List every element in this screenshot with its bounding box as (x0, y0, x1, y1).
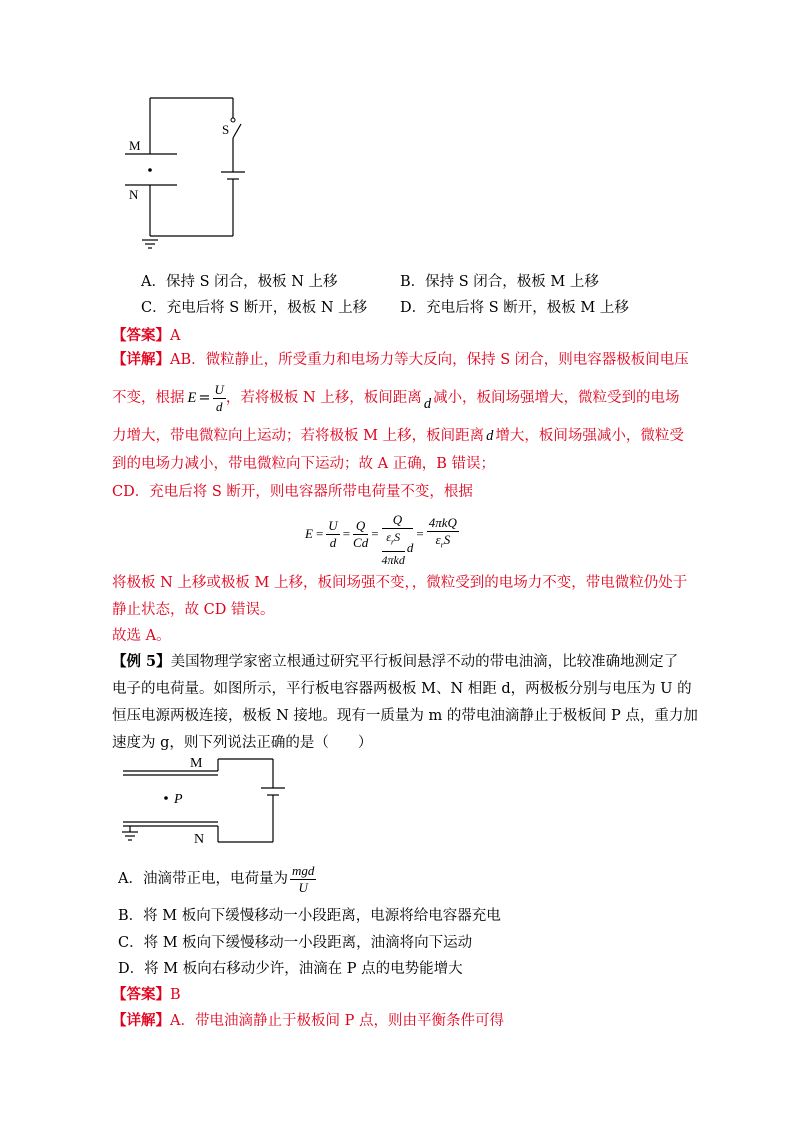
q5-option-b: B．将 M 板向下缓慢移动一小段距离，电源将给电容器充电 (118, 908, 501, 924)
circuit-diagram-2 (118, 754, 288, 850)
answer-tag: 【答案】 (112, 986, 170, 1003)
plate-n-label: N (194, 832, 205, 847)
plate-m-label: M (129, 138, 141, 153)
q4-option-b: B．保持 S 闭合，极板 M 上移 (400, 274, 599, 290)
q4-explain-line5: CD．充电后将 S 断开，则电容器所带电荷量不变，根据 (112, 484, 473, 500)
q4-option-d: D．充电后将 S 断开，极板 M 上移 (400, 300, 629, 316)
formula-e-field: E = $\frac{U}{d}$ = $\frac{Q}{Cd}$ = Q $\frac{\varepsilon_rS}{\text{4πkd}}$ d = $\frac{\text{4πkQ}}{\varepsilon_rS}$ (305, 512, 457, 567)
q5-tag: 【例 5】 (112, 653, 171, 670)
q5-line2: 电子的电荷量。如图所示，平行板电容器两极板 M、N 相距 d，两极板分别与电压为 U 的 (112, 681, 692, 697)
answer-tag: 【答案】 (112, 327, 170, 344)
plate-n-label: N (129, 187, 139, 202)
q5-option-d: D．将 M 板向右移动少许，油滴在 P 点的电势能增大 (118, 961, 463, 977)
q4-explain-line4: 到的电场力减小，带电微粒向下运动；故 A 正确，B 错误； (112, 456, 495, 472)
fraction-mgd-over-u: $\frac{\text{mgd}}{U}$ (291, 862, 315, 895)
q5-answer (112, 985, 181, 1005)
q4-explain-line8: 故选 A。 (112, 628, 171, 644)
q4-explain-line6: 将极板 N 上移或极板 M 上移，板间场强不变，，微粒受到的电场力不变，带电微粒仍处于 (112, 575, 688, 591)
q5-line1: 【例 5】美国物理学家密立根通过研究平行板间悬浮不动的带电油滴，比较准确地测定了 (112, 653, 679, 670)
explain-tag: 【详解】 (112, 1012, 170, 1029)
q4-explain-line3: 力增大，带电微粒向上运动；若将极板 M 上移，板间距离 d 增大，板间场强减小，微粒受 (112, 428, 684, 444)
answer-value: A (170, 328, 181, 344)
q5-line4: 速度为 g，则下列说法正确的是（ ） (112, 735, 373, 751)
q4-explain-line7: 静止状态，故 CD 错误。 (112, 602, 275, 618)
q4-option-c: C．充电后将 S 断开，极板 N 上移 (141, 300, 368, 316)
q4-explain-line2: 不变，根据 E = $\frac{U}{d}$ ，若将极板 N 上移，板间距离 d 减小，板间场强增大，微粒受到的电场 (112, 381, 680, 414)
switch-label: S (222, 122, 230, 137)
q4-answer (112, 326, 180, 346)
q4-option-a: A．保持 S 闭合，极板 N 上移 (141, 274, 338, 290)
q5-explain-line1: 【详解】A．带电油滴静止于极板间 P 点，则由平衡条件可得 (112, 1012, 504, 1029)
point-p-label: P (174, 792, 183, 807)
explain-tag: 【详解】 (112, 351, 170, 368)
answer-value: B (170, 987, 181, 1003)
circuit-diagram-1 (115, 90, 255, 255)
q5-line3: 恒压电源两极连接，极板 N 接地。现有一质量为 m 的带电油滴静止于极板间 P 点，重力加 (112, 708, 698, 724)
fraction-u-over-d: $\frac{U}{d}$ (214, 381, 224, 414)
q5-option-a: A．油滴带正电，电荷量为 $\frac{\text{mgd}}{U}$ (118, 862, 315, 895)
plate-m-label: M (190, 756, 203, 771)
q4-explain-line1: 【详解】AB．微粒静止，所受重力和电场力等大反向，保持 S 闭合，则电容器极板间电压 (112, 351, 689, 368)
q5-option-c: C．将 M 板向下缓慢移动一小段距离，油滴将向下运动 (118, 935, 473, 951)
